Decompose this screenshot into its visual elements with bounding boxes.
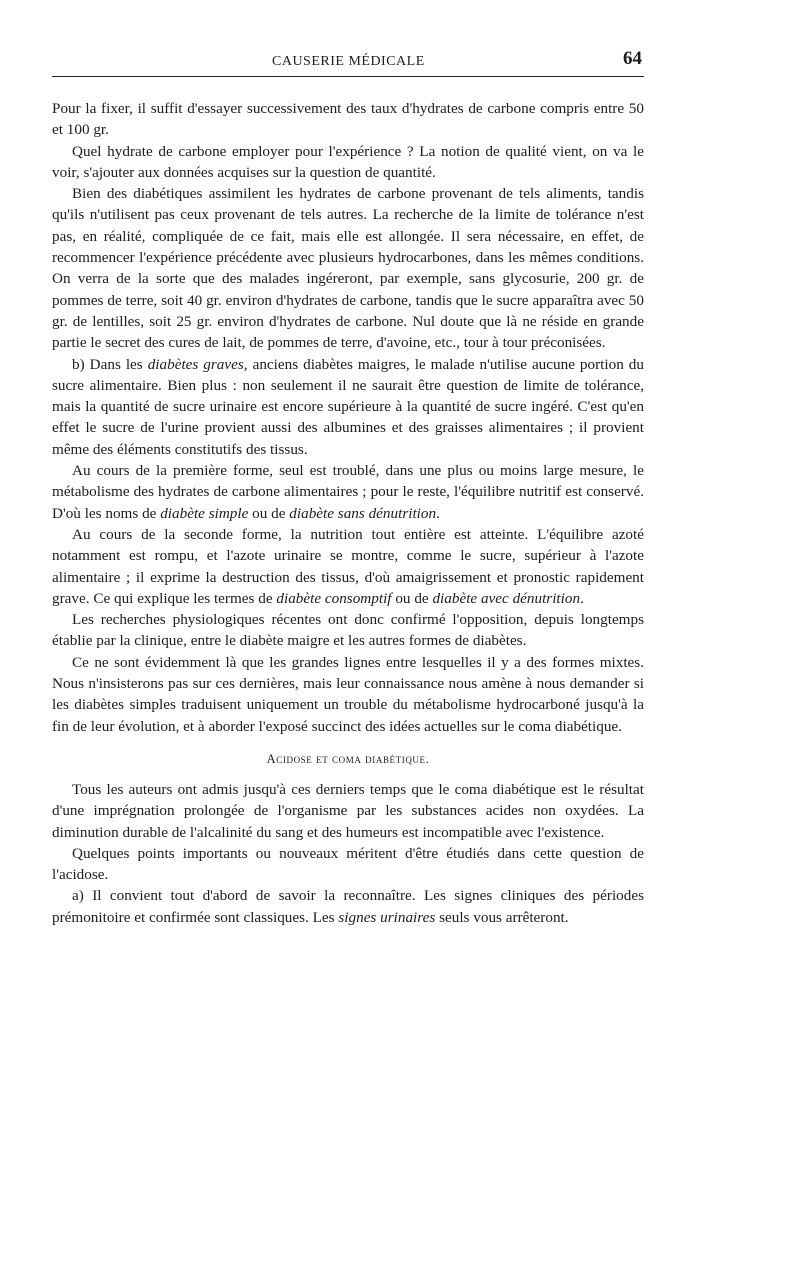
body-text <box>52 98 644 928</box>
paragraph-7: Les recherches physiologiques récentes ont donc confirmé l'opposition, depuis longtemps établie par la clinique, entre le diabète maigre et les autres formes de diabètes. <box>52 611 644 650</box>
paragraph-4 <box>52 354 644 460</box>
paragraph-6-mid: ou de <box>391 589 433 607</box>
paragraph-11-lead: a) Il convient tout d'abord de savoir la reconnaître. Les signes cliniques des périodes prémonitoire et confirmée sont classiques. Les <box>52 887 644 926</box>
paragraph-9: Tous les auteurs ont admis jusqu'à ces derniers temps que le coma diabétique est le résultat d'une imprégnation prolongée de l'organisme par les substances acides non oxydées. La diminution durable de l'alcalinité du sang et des humeurs est incompatible avec l'existence. <box>52 780 644 841</box>
paragraph-6 <box>52 524 644 609</box>
paragraph-6-lead: Au cours de la seconde forme, la nutrition tout entière est atteinte. L'équilibre azoté notamment est rompu, et l'azote urinaire se montre, comme le sucre, supérieur à l'azote alimentaire ; il exprime la destruction des tissus, d'où amaigrissement et pronostic rapidement grave. Ce qui explique les termes de <box>52 525 644 607</box>
running-title: CAUSERIE MÉDICALE <box>272 54 425 69</box>
paragraph-3: Bien des diabétiques assimilent les hydrates de carbone provenant de tels aliments, tandis qu'ils n'utilisent pas ceux provenant de tels autres. La recherche de la limite de tolérance n'est pas, en réalité, compliquée de ce fait, mais elle est allongée. Il sera nécessaire, en effet, de recommencer l'expérience précédente avec plusieurs hydrocarbones, dans les mêmes conditions. On verra de la sorte que des malades ingéreront, par exemple, sans glycosurie, 200 gr. de pommes de terre, soit 40 gr. environ d'hydrates de carbone, tandis que le sucre apparaîtra avec 50 gr. de lentilles, soit 25 gr. environ d'hydrates de carbone. Nul doute que là ne réside en grande partie le secret des cures de lait, de pommes de terre, d'avoine, etc., tour à tour préconisées. <box>52 185 644 352</box>
paragraph-11 <box>52 885 644 928</box>
paragraph-6-emphasis-1: diabète consomptif <box>276 589 392 607</box>
paragraph-5-end: . <box>436 504 440 522</box>
paragraph-10: Quelques points importants ou nouveaux méritent d'être étudiés dans cette question de l'acidose. <box>52 844 644 884</box>
paragraph-4-lead: b) Dans les <box>72 355 148 373</box>
paragraph-11-emphasis: signes urinaires <box>338 908 436 926</box>
page-number: 64 <box>623 48 642 69</box>
paragraph-5-emphasis-1: diabète simple <box>160 504 249 522</box>
paragraph-4-rest: , anciens diabètes maigres, le malade n'utilise aucune portion du sucre alimentaire. Bien plus : non seulement il ne saurait être question de limite de tolérance, mais la quantité de sucre urinaire est encore supérieure à la quantité de sucre ingéré. C'est qu'en effet le sucre de l'urine provient aussi des albumines et des graisses alimentaires ; il provient même des éléments constitutifs des tissus. <box>52 355 644 458</box>
paragraph-8: Ce ne sont évidemment là que les grandes lignes entre lesquelles il y a des formes mixtes. Nous n'insisterons pas sur ces dernières, mais leur connaissance nous amène à nous demander si les diabètes simples traduisent uniquement un trouble du métabolisme hydrocarboné jusqu'à la fin de leur évolution, et à aborder l'exposé succinct des idées actuelles sur le coma diabétique. <box>52 653 644 735</box>
page-header <box>52 48 644 77</box>
paragraph-5-emphasis-2: diabète sans dénutrition <box>289 504 437 522</box>
section-title: Acidose et coma diabétique. <box>266 751 430 766</box>
paragraph-2: Quel hydrate de carbone employer pour l'expérience ? La notion de qualité vient, on va le voir, s'ajouter aux données acquises sur la question de quantité. <box>52 142 644 181</box>
paragraph-11-end: seuls vous arrêteront. <box>435 908 569 926</box>
paragraph-6-emphasis-2: diabète avec dénutrition <box>432 589 581 607</box>
paragraph-5-lead: Au cours de la première forme, seul est troublé, dans une plus ou moins large mesure, le métabolisme des hydrates de carbone alimentaires ; pour le reste, l'équilibre nutritif est conservé. D'où les noms de <box>52 462 644 522</box>
paragraph-6-end: . <box>580 589 584 607</box>
paragraph-5-mid: ou de <box>248 504 290 522</box>
paragraph-5 <box>52 460 644 524</box>
paragraph-1: Pour la fixer, il suffit d'essayer successivement des taux d'hydrates de carbone compris entre 50 et 100 gr. <box>52 100 644 139</box>
paragraph-4-emphasis: diabètes graves <box>147 355 244 373</box>
